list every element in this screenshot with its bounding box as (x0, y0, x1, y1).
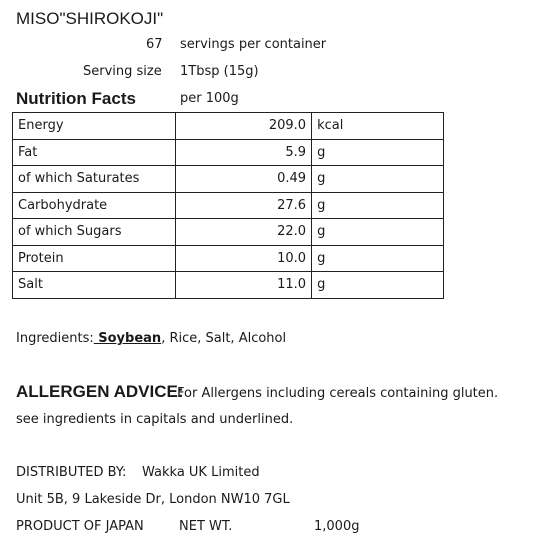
nutrient-value: 0.49 (176, 166, 312, 193)
nutrition-facts-heading: Nutrition Facts (16, 89, 136, 108)
nutrient-name: Carbohydrate (13, 192, 176, 219)
allergen-advice-title: ALLERGEN ADVICE: (16, 382, 184, 401)
servings-count: 67 (146, 37, 163, 52)
product-origin: PRODUCT OF JAPAN (16, 519, 144, 534)
distributed-by-label: DISTRIBUTED BY: (16, 465, 127, 480)
distributor-address: Unit 5B, 9 Lakeside Dr, London NW10 7GL (16, 492, 290, 507)
table-row (13, 272, 444, 299)
product-title: MISO"SHIROKOJI" (16, 9, 164, 28)
nutrient-name: Protein (13, 245, 176, 272)
nutrient-unit: g (312, 272, 444, 299)
serving-size-value: 1Tbsp (15g) (180, 64, 259, 79)
nutrient-name: Salt (13, 272, 176, 299)
table-row (13, 139, 444, 166)
nutrient-value: 5.9 (176, 139, 312, 166)
nutrient-unit: g (312, 245, 444, 272)
nutrient-name: Energy (13, 113, 176, 140)
nutrient-value: 22.0 (176, 219, 312, 246)
ingredients-label: Ingredients: (16, 331, 94, 346)
ingredients-line (16, 331, 286, 346)
servings-per-container-text: servings per container (180, 37, 327, 52)
table-row (13, 166, 444, 193)
net-weight-value: 1,000g (314, 519, 360, 534)
nutrient-name: Fat (13, 139, 176, 166)
serving-size-label: Serving size (83, 64, 162, 79)
nutrition-table (12, 112, 444, 299)
nutrient-unit: g (312, 166, 444, 193)
allergen-advice-text: For Allergens including cereals containing gluten. (177, 386, 499, 401)
ingredients-rest: , Rice, Salt, Alcohol (161, 331, 287, 346)
nutrient-value: 10.0 (176, 245, 312, 272)
table-row (13, 192, 444, 219)
distributor-name: Wakka UK Limited (142, 465, 260, 480)
nutrient-value: 27.6 (176, 192, 312, 219)
allergen-advice-note: see ingredients in capitals and underlined. (16, 412, 294, 427)
nutrient-unit: g (312, 219, 444, 246)
nutrient-name: of which Sugars (13, 219, 176, 246)
nutrient-name: of which Saturates (13, 166, 176, 193)
nutrient-value: 11.0 (176, 272, 312, 299)
nutrient-unit: g (312, 139, 444, 166)
net-weight-label: NET WT. (179, 519, 233, 534)
table-row (13, 245, 444, 272)
per-100g-label: per 100g (180, 91, 239, 106)
ingredients-allergen-item: Soybean (93, 331, 162, 346)
nutrient-unit: kcal (312, 113, 444, 140)
nutrient-value: 209.0 (176, 113, 312, 140)
nutrient-unit: g (312, 192, 444, 219)
table-row (13, 219, 444, 246)
table-row (13, 113, 444, 140)
